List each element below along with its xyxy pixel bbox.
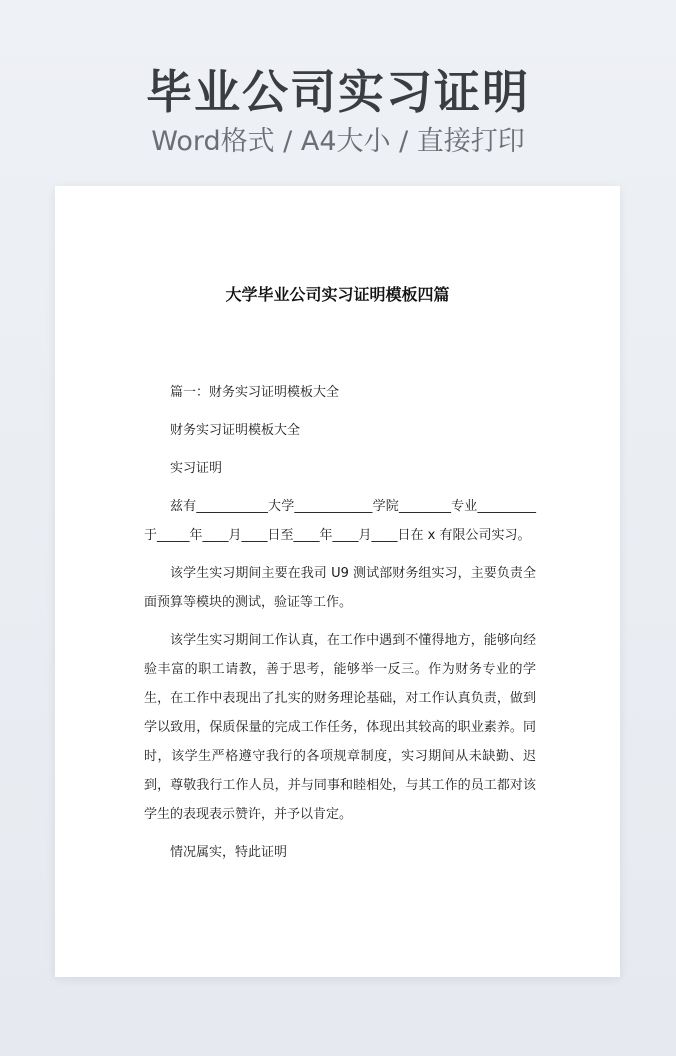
banner-subtitle: Word格式 / A4大小 / 直接打印: [151, 126, 525, 157]
paragraph-closing: 情况属实，特此证明: [170, 845, 288, 860]
paragraph-certificate-heading: 实习证明: [170, 461, 223, 476]
paragraph-evaluation: 该学生实习期间工作认真，在工作中遇到不懂得地方，能够向经验丰富的职工请教，善于思考，能够举一反三。作为财务专业的学生，在工作中表现出了扎实的财务理论基础，对工作认真负责，做到学以致用，保质保量的完成工作任务，体现出其较高的职业素养。同时，该学生严格遵守我行的各项规章制度，实习期间从未缺勤、迟到，尊敬我行工作人员，并与同事和睦相处，与其工作的员工都对该学生的表现表示赞许，并予以肯定。: [144, 633, 536, 822]
paragraph-fill-in: 兹有___________大学____________学院________专业_________于_____年____月____日至____年____月____日在 x 有限公司实习。: [144, 499, 536, 543]
paragraph-duties: 该学生实习期间主要在我司 U9 测试部财务组实习，主要负责全面预算等模块的测试，验证等工作。: [144, 566, 536, 610]
document-body: [144, 378, 536, 876]
document-page: [55, 186, 620, 977]
document-title: 大学毕业公司实习证明模板四篇: [225, 285, 450, 304]
banner-title: 毕业公司实习证明: [146, 65, 530, 119]
paragraph-section-heading: 篇一：财务实习证明模板大全: [170, 385, 340, 400]
paragraph-template-title: 财务实习证明模板大全: [170, 423, 301, 438]
banner: [0, 62, 676, 160]
